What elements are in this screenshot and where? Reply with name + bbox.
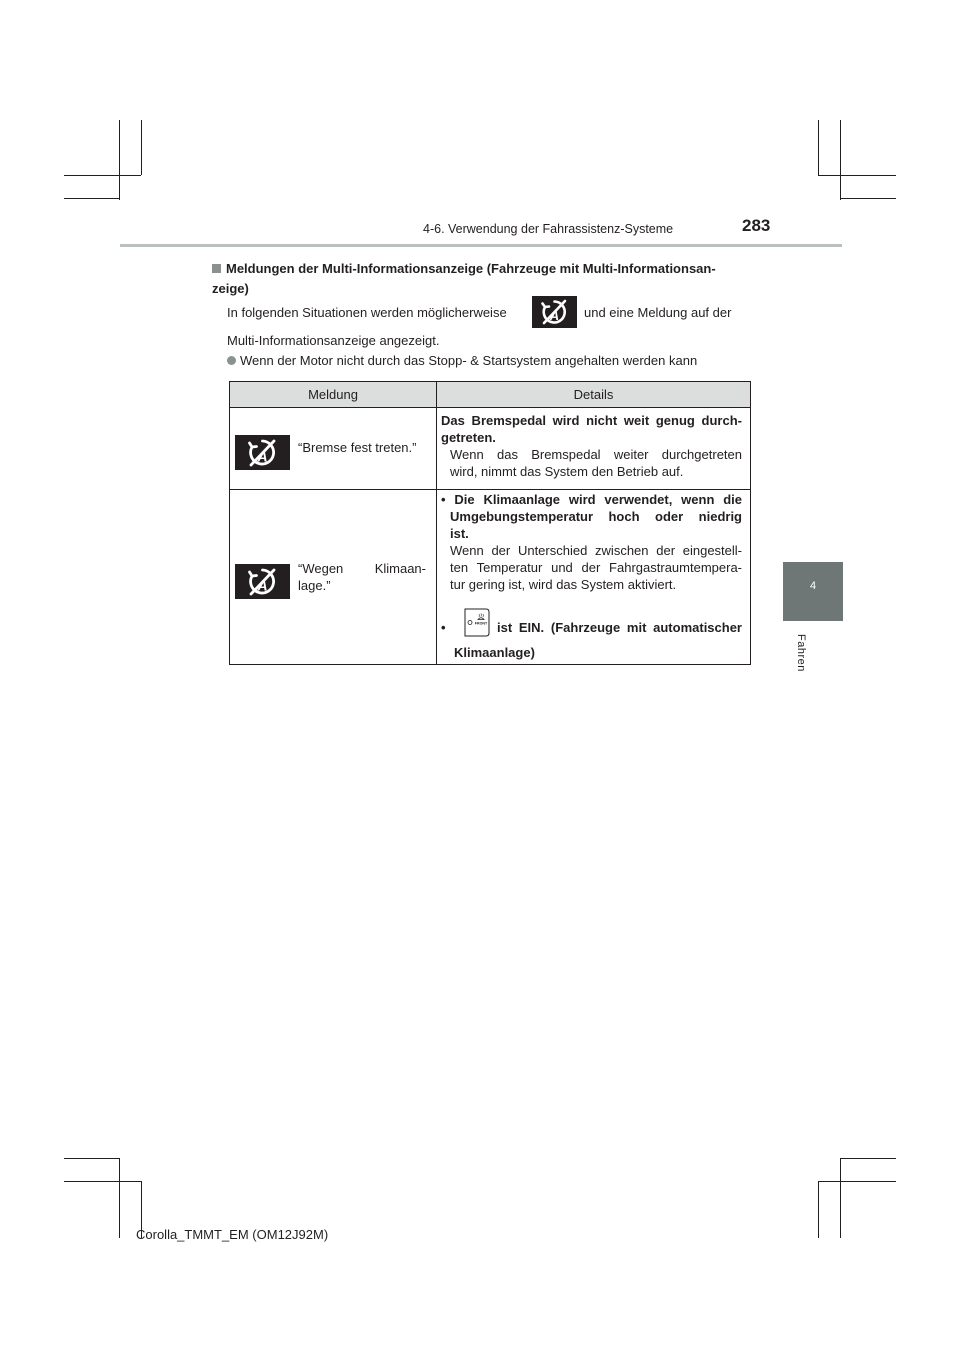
section-title-line1: Meldungen der Multi-Informationsanzeige (Fahrzeuge mit Multi-Informationsan- (226, 261, 716, 276)
crop-mark (818, 1181, 896, 1182)
column-divider (436, 382, 437, 664)
crop-mark (840, 1158, 841, 1238)
svg-text:A: A (257, 577, 268, 594)
crop-mark (840, 1158, 896, 1159)
stop-start-off-icon (235, 435, 290, 475)
stop-start-off-icon (235, 564, 290, 604)
page-number: 283 (742, 216, 771, 235)
section-title (212, 259, 752, 299)
crop-mark (818, 175, 896, 176)
detail-brake: Das Bremspedal wird nicht weit genug durch- getreten. Wenn das Bremspedal weiter durchgetreten wird, nimmt das System den Betrieb auf. (441, 413, 742, 479)
detail-aircon: • Die Klimaanlage wird verwendet, wenn die Umgebungstemperatur hoch oder niedrig ist. Wenn der Unterschied zwischen der eingestell- ten Temperatur und der Fahrgastraumtempera- tur gering ist, wird das System aktiviert. (441, 492, 742, 592)
detail-front-text1: ist EIN. (Fahrzeuge mit automatischer (497, 620, 742, 635)
message-table (229, 381, 751, 665)
section-title-line2: zeige) (212, 281, 249, 296)
crop-mark (64, 1181, 141, 1182)
crop-mark (818, 1181, 819, 1238)
intro-text-part1: In folgenden Situationen werden möglicherweise (227, 305, 507, 320)
bullet-marker: • (441, 620, 446, 635)
table-header-row (230, 382, 750, 408)
header-rule (120, 244, 842, 247)
intro-text-line2: Multi-Informationsanzeige angezeigt. (227, 333, 440, 348)
crop-mark (141, 120, 142, 175)
stop-start-off-icon (532, 296, 577, 333)
svg-text:A: A (257, 448, 268, 465)
crop-mark (840, 120, 841, 200)
row-divider (230, 489, 750, 490)
message-aircon: “Wegen Klimaan- lage.” (298, 561, 426, 593)
crop-mark (64, 1158, 120, 1159)
document-footer: Corolla_TMMT_EM (OM12J92M) (136, 1227, 329, 1242)
message-brake: “Bremse fest treten.” (298, 440, 417, 455)
chapter-label: Fahren (795, 634, 807, 672)
svg-text:A: A (549, 308, 560, 323)
front-button-label: FRONT (474, 621, 488, 626)
section-header: 4-6. Verwendung der Fahrassistenz-Systeme (423, 222, 674, 236)
bullet-text: Wenn der Motor nicht durch das Stopp- & Startsystem angehalten werden kann (240, 353, 698, 368)
crop-mark (64, 198, 120, 199)
round-bullet-icon (227, 356, 236, 365)
table-header-details: Details (573, 387, 614, 402)
chapter-tab (783, 562, 843, 621)
crop-mark (119, 120, 120, 200)
square-bullet-icon (212, 264, 221, 273)
bullet-line (227, 353, 697, 368)
chapter-number: 4 (809, 580, 817, 592)
crop-mark (840, 198, 896, 199)
front-defroster-button-icon (461, 608, 490, 642)
intro-text-part2: und eine Meldung auf der (584, 305, 732, 320)
crop-mark (818, 120, 819, 175)
detail-front-text2: Klimaanlage) (454, 645, 535, 660)
table-header-message: Meldung (308, 387, 358, 402)
crop-mark (119, 1158, 120, 1238)
crop-mark (64, 175, 141, 176)
